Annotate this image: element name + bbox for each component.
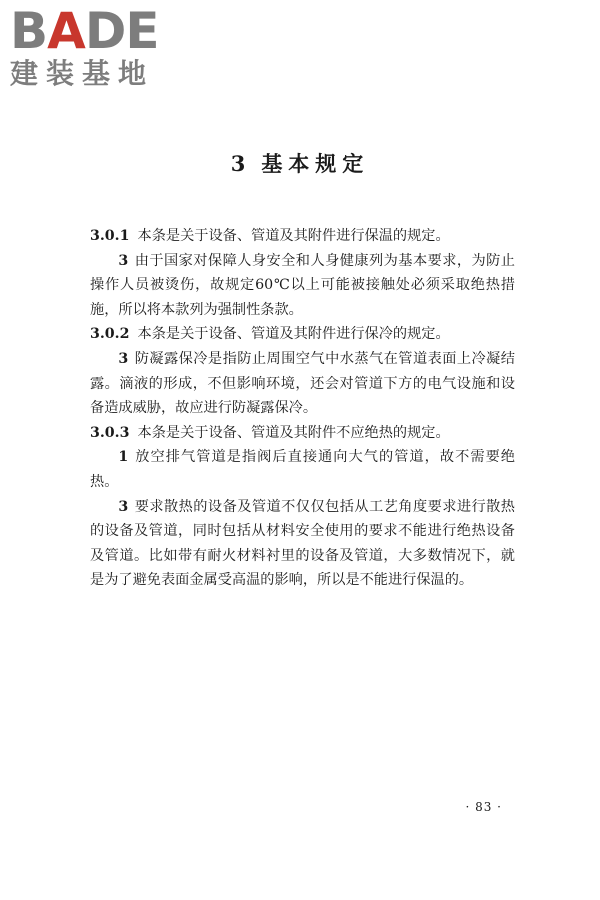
clause-text: 本条是关于设备、管道及其附件不应绝热的规定。 [137, 424, 450, 441]
chapter-heading: 基本规定 [261, 151, 370, 176]
clause-text: 本条是关于设备、管道及其附件进行保冷的规定。 [137, 326, 450, 343]
clause-number: 3.0.3 [90, 424, 130, 441]
item-text: 要求散热的设备及管道不仅仅包括从工艺角度要求进行散热的设备及管道，同时包括从材料安全使用的要求不能进行绝热设备及管道。比如带有耐火材料衬里的设备及管道，大多数情况下，就是为了避免表面金属受高温的影响，所以是不能进行保温的。 [90, 498, 515, 589]
clause-paragraph [90, 224, 515, 249]
item-paragraph [90, 445, 515, 494]
item-number: 3 [118, 252, 129, 269]
clause-paragraph [90, 421, 515, 446]
logo-subtitle: 建装基地 [10, 57, 155, 90]
clause-number: 3.0.1 [90, 228, 130, 244]
page-number: · 83 · [465, 800, 502, 814]
clause-text: 本条是关于设备、管道及其附件进行保温的规定。 [137, 228, 450, 244]
item-number: 3 [118, 350, 129, 367]
item-paragraph [90, 249, 515, 323]
item-paragraph [90, 495, 515, 593]
clause-paragraph [90, 322, 515, 347]
logo-wordmark [10, 2, 180, 60]
item-number: 1 [118, 449, 129, 466]
item-paragraph [90, 347, 515, 421]
logo-letters-de: DE [84, 2, 159, 60]
clause-number: 3.0.2 [90, 326, 130, 343]
logo-letter-b: B [10, 2, 48, 60]
item-text: 防凝露保冷是指防止周围空气中水蒸气在管道表面上冷凝结露。滴液的形成，不但影响环境，还会对管道下方的电气设施和设备造成威胁，故应进行防凝露保冷。 [90, 350, 515, 417]
item-number: 3 [118, 498, 129, 515]
item-text: 放空排气管道是指阀后直接通向大气的管道，故不需要绝热。 [90, 449, 515, 490]
chapter-body [90, 224, 515, 593]
bade-logo [10, 2, 180, 96]
item-text: 由于国家对保障人身安全和人身健康列为基本要求，为防止操作人员被烫伤，故规定60℃以上可能被接触处必须采取绝热措施，所以将本款列为强制性条款。 [90, 252, 515, 318]
chapter-number: 3 [230, 151, 252, 176]
logo-letter-a-accent: A [47, 2, 85, 60]
chapter-title [0, 148, 600, 178]
